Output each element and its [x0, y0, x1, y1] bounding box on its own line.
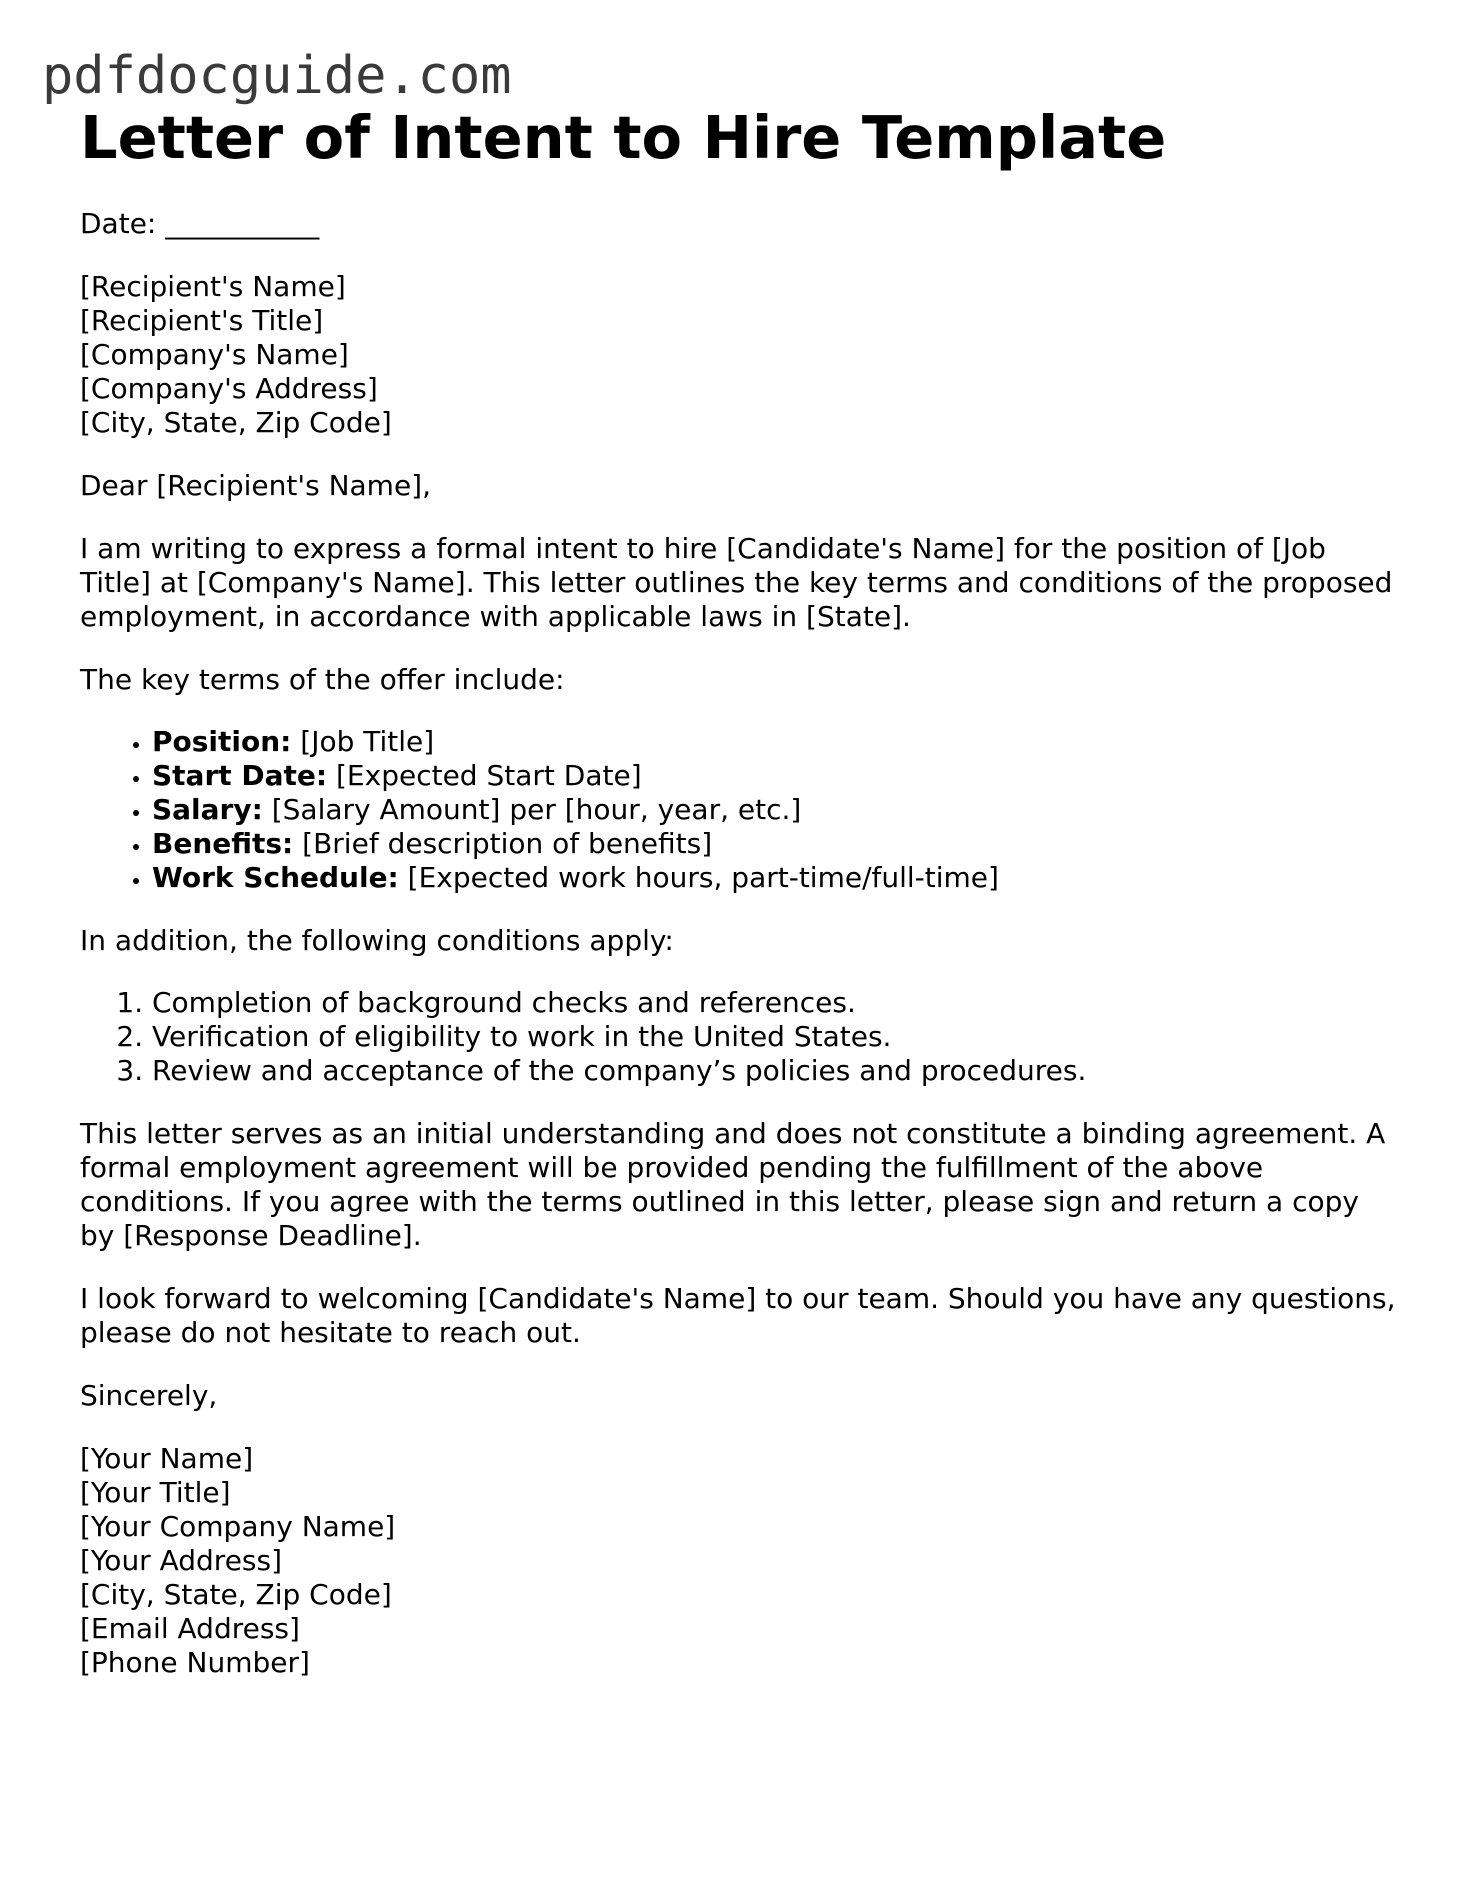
condition-item: 2. Verification of eligibility to work in the United States. — [152, 1020, 1400, 1054]
sender-company: [Your Company Name] — [80, 1510, 396, 1543]
sender-name: [Your Name] — [80, 1442, 254, 1475]
term-value: [Job Title] — [291, 725, 435, 758]
page-title: Letter of Intent to Hire Template — [80, 103, 1167, 172]
closing-paragraph: This letter serves as an initial understanding and does not constitute a binding agreement. A formal employment agreement will be provided pending the fulfillment of the above conditions. If you agree with the terms outlined in this letter, please sign and return a copy by [Response Deadline]. — [80, 1117, 1386, 1252]
term-label: Work Schedule: — [152, 861, 399, 894]
condition-item: 3. Review and acceptance of the company’s policies and procedures. — [152, 1054, 1400, 1088]
recipient-city-state-zip: [City, State, Zip Code] — [80, 406, 392, 439]
recipient-address-block — [80, 270, 1400, 440]
sender-address: [Your Address] — [80, 1544, 283, 1577]
sender-city-state-zip: [City, State, Zip Code] — [80, 1578, 392, 1611]
conditions-intro: In addition, the following conditions apply: — [80, 924, 674, 957]
letter-page — [80, 98, 1400, 1680]
term-item-salary — [152, 793, 1400, 827]
recipient-address: [Company's Address] — [80, 372, 378, 405]
term-item-benefits — [152, 827, 1400, 861]
intro-paragraph: I am writing to express a formal intent to hire [Candidate's Name] for the position of [Job Title] at [Company's Name]. This letter outlines the key terms and conditions of the proposed employment, in accordance with applicable laws in [State]. — [80, 532, 1393, 633]
recipient-title: [Recipient's Title] — [80, 304, 324, 337]
term-label: Salary: — [152, 793, 263, 826]
welcome-paragraph: I look forward to welcoming [Candidate's Name] to our team. Should you have any questions, please do not hesitate to reach out. — [80, 1282, 1396, 1349]
term-item-start-date — [152, 759, 1400, 793]
salutation: Dear [Recipient's Name], — [80, 469, 431, 502]
terms-intro: The key terms of the offer include: — [80, 663, 565, 696]
sender-title: [Your Title] — [80, 1476, 231, 1509]
term-value: [Salary Amount] per [hour, year, etc.] — [262, 793, 802, 826]
term-value: [Brief description of benefits] — [293, 827, 713, 860]
term-item-position — [152, 725, 1400, 759]
conditions-list — [80, 986, 1400, 1088]
date-line: Date: ___________ — [80, 207, 320, 240]
term-value: [Expected work hours, part-time/full-time] — [398, 861, 999, 894]
sender-phone: [Phone Number] — [80, 1646, 310, 1679]
term-value: [Expected Start Date] — [327, 759, 642, 792]
term-item-work-schedule — [152, 861, 1400, 895]
sign-off: Sincerely, — [80, 1379, 218, 1412]
condition-item: 1. Completion of background checks and references. — [152, 986, 1400, 1020]
term-label: Benefits: — [152, 827, 294, 860]
recipient-company: [Company's Name] — [80, 338, 349, 371]
term-label: Position: — [152, 725, 292, 758]
recipient-name: [Recipient's Name] — [80, 270, 346, 303]
sender-signature-block — [80, 1442, 1400, 1680]
sender-email: [Email Address] — [80, 1612, 300, 1645]
term-label: Start Date: — [152, 759, 328, 792]
terms-list — [80, 725, 1400, 895]
watermark-text: pdfdocguide.com — [42, 46, 512, 106]
